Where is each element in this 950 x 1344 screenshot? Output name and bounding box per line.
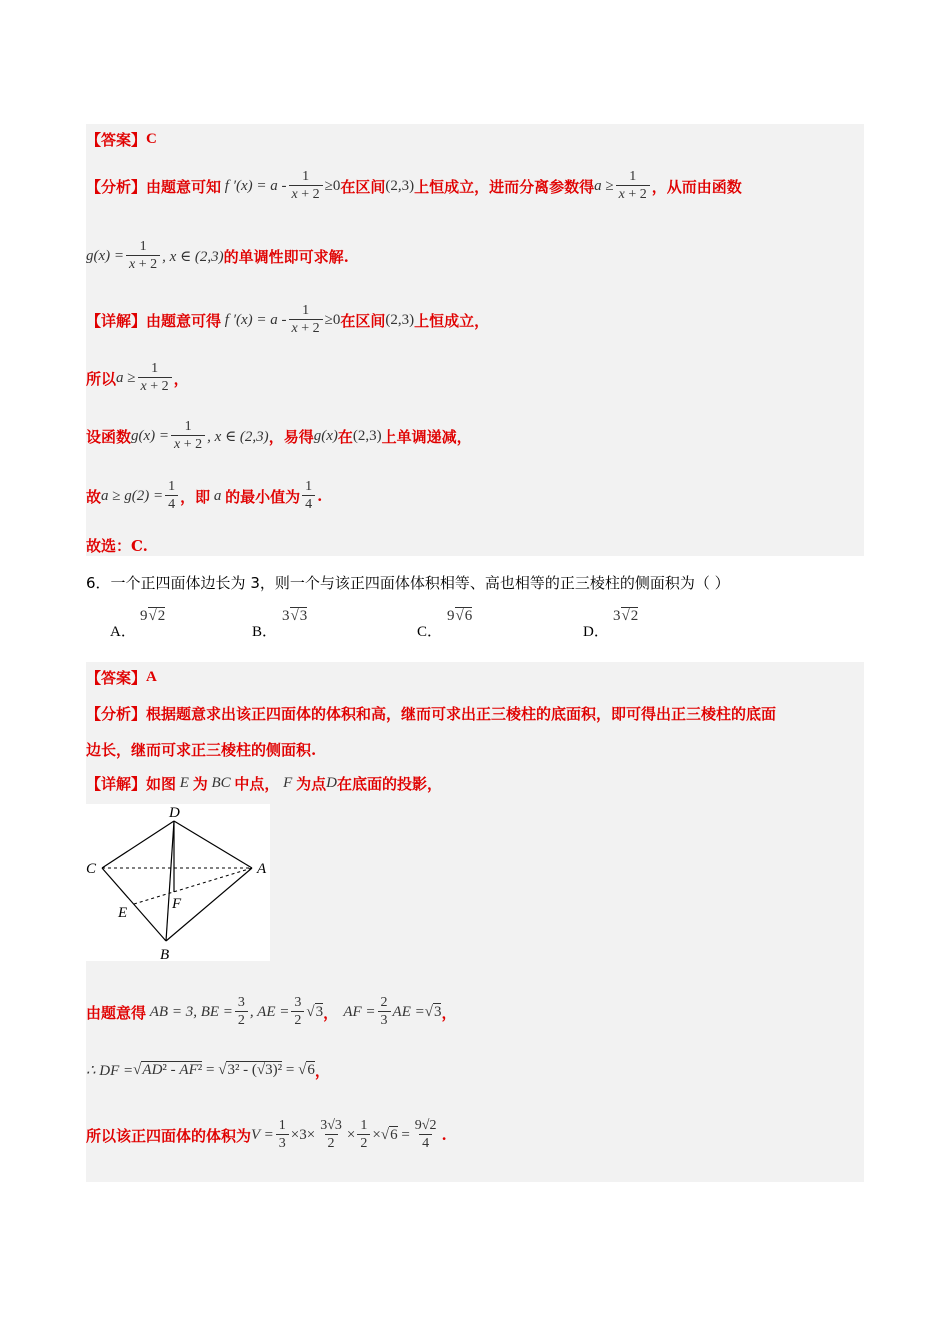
analysis-line-2: g(x) = $\frac{1}{x + 2}$ , x ∈ (2,3) 的单调性即可求解. [86,239,349,272]
volume-line: 所以该正四面体的体积为 V = $\frac{1}{3}$ ×3× $\frac{3√3}{2}$ × $\frac{1}{2}$ ×√6 = $\frac{9√2}{4}$ . [86,1118,447,1151]
tetrahedron-svg [86,804,270,961]
question-6-stem: 6．一个正四面体边长为 3，则一个与该正四面体体积相等、高也相等的正三棱柱的侧面积为（ ） [86,574,730,592]
answer-line-2: 【答案】 A [86,668,157,687]
option-d-letter: D． [583,624,609,640]
analysis2-line-2: 边长，继而可求正三棱柱的侧面积. [86,740,317,759]
option-b-letter: B． [252,624,278,640]
option-c-letter: C． [417,624,443,640]
so-line: 所以 a ≥ $\frac{1}{x + 2}$ ， [86,361,189,394]
label-d: D [169,805,180,821]
answer-line-1: 【答案】 C [86,130,157,149]
label-a: A [257,861,267,877]
option-d-value: 3√2 [613,608,639,624]
label-b: B [160,947,170,961]
given-line: 由题意得 AB = 3, BE = $\frac{3}{2}$ , AE = $\frac{3}{2}$ √3 ， AF = $\frac{2}{3}$ AE = √3 ， [86,995,457,1028]
tetrahedron-figure [86,804,270,961]
label-c: C [86,861,97,877]
option-b-value: 3√3 [282,608,308,624]
detail-line-1: 【详解】 由题意可得 f ′(x) = a - $\frac{1}{x + 2}$ ≥0 在区间 (2,3) 上恒成立， [86,303,490,336]
detail2-line: 【详解】 如图 E 为 BC 中点， F 为点 D 在底面的投影， [86,774,442,793]
df-line: ∴ DF = √AD² - AF² = √3² - (√3)² = √6 ， [86,1061,330,1080]
option-c-value: 9√6 [447,608,473,624]
label-f: F [172,896,182,912]
set-line: 设函数 g(x) = $\frac{1}{x + 2}$ , x ∈ (2,3) ，易得 g(x) 在 (2,3) 上单调递减， [86,419,472,452]
label-e: E [118,905,128,921]
analysis-line-1: 【分析】 由题意可知 f ′(x) = a - $\frac{1}{x + 2}$ ≥0 在区间 (2,3) 上恒成立，进而分离参数得 a ≥ $\frac{1}{x + 2}$ ，从而由函数 [86,169,742,202]
option-a-value: 9√2 [140,608,166,624]
choose-line: 故选：C. [86,536,148,555]
hence-line: 故 a ≥ g(2) = $\frac{1}{4}$ ，即 a 的最小值为 $\frac{1}{4}$ . [86,479,323,512]
formula-fprime: f ′(x) = a - [221,177,287,194]
analysis2-line-1: 【分析】 根据题意求出该正四面体的体积和高，继而可求出正三棱柱的底面积，即可得出正三棱柱的底面 [86,704,777,723]
option-a-letter: A． [110,624,136,640]
